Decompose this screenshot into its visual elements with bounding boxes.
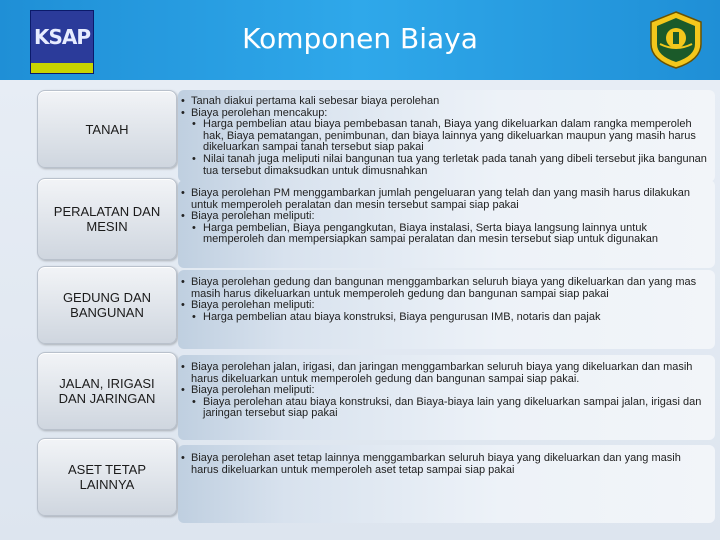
label-aset-tetap-lainnya: ASET TETAP LAINNYA <box>37 438 177 516</box>
desc-aset-tetap-lainnya <box>178 445 715 523</box>
list-item: • Biaya perolehan jalan, irigasi, dan jaringan menggambarkan seluruh biaya yang dikeluarkan dan masih harus dikeluarkan untuk memperoleh gedung dan bangunan sampai siap pakai. <box>181 362 711 385</box>
list-item: • Tanah diakui pertama kali sebesar biaya perolehan <box>181 96 711 108</box>
emblem-icon <box>646 10 706 70</box>
label-tanah: TANAH <box>37 90 177 168</box>
desc-tanah <box>178 90 715 182</box>
list-item: • Biaya perolehan atau biaya konstruksi, dan Biaya-biaya lain yang dikeluarkan sampai jalan, irigasi dan jaringan tersebut siap pakai <box>181 397 711 420</box>
list-item: • Harga pembelian atau biaya konstruksi, Biaya pengurusan IMB, notaris dan pajak <box>181 312 711 324</box>
list-item: • Biaya perolehan mencakup: <box>181 108 711 120</box>
list-item: • Biaya perolehan meliputi: <box>181 211 711 223</box>
list-item: • Harga pembelian, Biaya pengangkutan, Biaya instalasi, Serta biaya langsung lainnya untuk memperoleh dan mempersiapkan sampai peralatan dan mesin tersebut siap untuk digunakan <box>181 223 711 246</box>
list-item: • Biaya perolehan meliputi: <box>181 385 711 397</box>
desc-peralatan-mesin <box>178 180 715 268</box>
label-gedung-bangunan: GEDUNG DAN BANGUNAN <box>37 266 177 344</box>
label-peralatan-mesin: PERALATAN DAN MESIN <box>37 178 177 260</box>
list-item: • Nilai tanah juga meliputi nilai bangunan tua yang terletak pada tanah yang dibeli tersebut jika bangunan tua tersebut dimaksudkan untuk dimusnahkan <box>181 154 711 177</box>
list-item: • Biaya perolehan meliputi: <box>181 300 711 312</box>
label-jalan-irigasi-jaringan: JALAN, IRIGASI DAN JARINGAN <box>37 352 177 430</box>
slide-title: Komponen Biaya <box>242 22 478 55</box>
desc-gedung-bangunan <box>178 270 715 349</box>
list-item: • Biaya perolehan gedung dan bangunan menggambarkan seluruh biaya yang dikeluarkan dan yang mas masih harus dikeluarkan untuk memperoleh gedung dan bangunan sampai siap pakai <box>181 277 711 300</box>
list-item: • Biaya perolehan aset tetap lainnya menggambarkan seluruh biaya yang dikeluarkan dan yang masih harus dikeluarkan untuk memperoleh aset tetap sampai siap pakai <box>181 453 711 476</box>
ksap-logo: KSAP <box>30 10 94 74</box>
slide-header <box>0 0 720 80</box>
list-item: • Biaya perolehan PM menggambarkan jumlah pengeluaran yang telah dan yang masih harus dilakukan untuk memperoleh peralatan dan mesin tersebut sampai siap pakai <box>181 188 711 211</box>
list-item: • Harga pembelian atau biaya pembebasan tanah, Biaya yang dikeluarkan dalam rangka memperoleh hak, Biaya pematangan, penimbunan, dan biaya lainnya yang dikeluarkan maupun yang masih harus dikeluarkan sampai tanah tersebut siap pakai <box>181 119 711 154</box>
desc-jalan-irigasi-jaringan <box>178 355 715 440</box>
